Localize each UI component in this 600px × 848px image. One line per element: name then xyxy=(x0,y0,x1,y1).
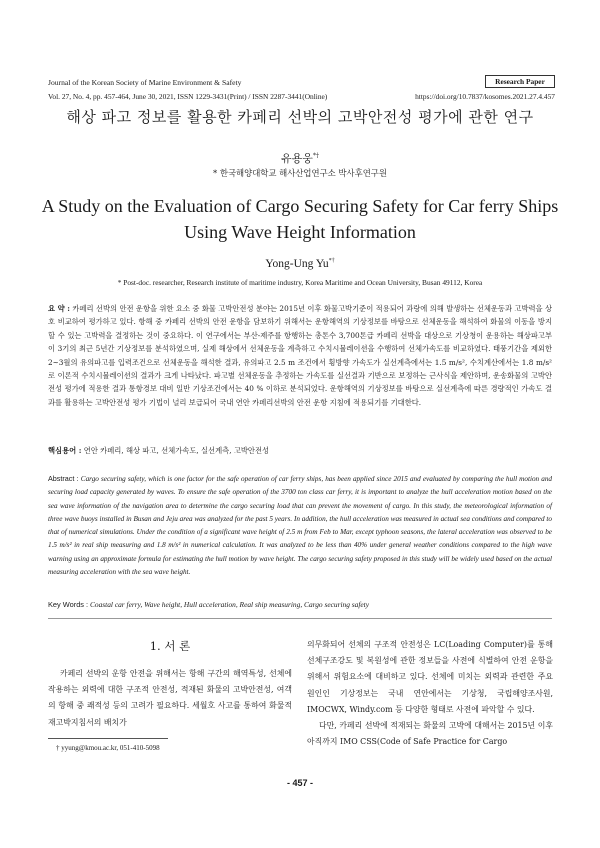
right-column xyxy=(307,637,553,750)
keywords-english-text: Coastal car ferry, Wave height, Hull acceleration, Real ship measuring, Cargo securing safety xyxy=(89,600,370,609)
author-english xyxy=(0,258,600,270)
keywords-korean-label: 핵심용어 : xyxy=(48,446,82,455)
section-divider xyxy=(48,618,552,619)
abstract-english-label: Abstract : xyxy=(48,474,79,483)
doi-link[interactable]: https://doi.org/10.7837/kosomes.2021.27.4.457 xyxy=(415,92,555,101)
author-english-mark: *† xyxy=(328,258,335,265)
affiliation-korean: * 한국해양대학교 해사산업연구소 박사후연구원 xyxy=(213,168,387,178)
keywords-korean-text: 연안 카페리, 해상 파고, 선체가속도, 실선계측, 고박안전성 xyxy=(83,446,270,455)
author-korean xyxy=(0,150,600,166)
research-paper-badge: Research Paper xyxy=(485,75,555,88)
title-korean: 해상 파고 정보를 활용한 카페리 선박의 고박안전성 평가에 관한 연구 xyxy=(66,108,534,126)
abstract-korean-label: 요 약 : xyxy=(48,304,70,313)
left-column xyxy=(48,638,292,731)
title-english: A Study on the Evaluation of Cargo Securing Safety for Car ferry Ships Using Wave Height Information xyxy=(41,196,559,242)
intro-paragraph-1: 카페리 선박의 운항 안전을 위해서는 항해 구간의 해역특성, 선체에 작용하는 외력에 대한 구조적 안전성, 적재된 화물의 고박안전성, 여객의 항해 중 쾌적성 등의 고려가 필요하다. 세월호 사고를 통하여 화물적재고박지침서의 배치가 xyxy=(48,669,292,727)
abstract-english-text: Cargo securing safety, which is one factor for the safe operation of car ferry ships, has been applied since 2015 and evaluated by comparing the hull motion and securing load capacity generated by waves. To ensure the safe operation of the 3700 ton class car ferry, it is important to analyze the hull acceleration motion based on the sea wave information of the navigation area to determine the cargo securing load that can prevent the movement of cargo. In this study, the meteorological information of three wave buoys installed in Busan and Jeju area was analyzed for the past 5 years. In addition, the hull acceleration was measured in actual sea conditions and compared to that of numerical simulations. Under the condition of a significant wave height of 2.5 m from Feb to Mar, except typhoon seasons, the lateral acceleration was observed to be 1.5 m/s² in real ship measuring and 1.8 m/s² in numerical calculation. It was analyzed to be less than 40% under general weather conditions compared to the high wave warning using an approximate formula for estimating the hull motion by wave height. The cargo securing safety proposed in this study will be widely used based on the actual measuring acceleration with the sea wave height. xyxy=(48,475,553,577)
abstract-korean-text: 카페리 선박의 안전 운항을 위한 요소 중 화물 고박안전성 분야는 2015년 이후 화물고박기준이 적용되어 과랑에 의해 발생하는 선체운동과 고박력을 상호 비교하여 평가하고 있다. 항해 중 카페리 선박의 안전 운항을 담보하기 위해서는 운항해역의 기상정보를 바탕으로 선체운동을 해석하여 화물의 이동을 방지할 수 있는 고박력을 결정하는 것이 중요하다. 이 연구에서는 부산-제주를 항행하는 총톤수 3,700톤급 카페리 선박을 대상으로 기상청이 운용하는 해상파고부이 3기의 최근 5년간 기상정보를 분석하였으며, 실제 해상에서 선체운동을 계측하고 수치시뮬레이션을 수행하여 선체가속도를 비교하였다. 태풍기간을 제외한 2~3월의 유의파고를 입력조건으로 선체운동을 해석한 결과, 유의파고 2.5 m 조건에서 횡방향 가속도가 실선계측에서는 1.5 m/s², 수치계산에서는 1.8 m/s²로 이론적 수치시뮬레이션의 결과가 크게 나타났다. 파고별 선체운동을 추정하는 가속도를 실선결과 기반으로 보정하는 근사식을 제안하며, 운송화물의 고박안전성 평가에 적용한 결과 통항경보 대비 일반 기상조건에서는 40 % 이하로 분석되었다. 운항해역의 기상정보를 바탕으로 실선계측에 따른 경량적인 가속도 결과를 활용하는 고박안전성 평가 기법이 널리 보급되어 국내 연안 카페리선박의 안전 운항 지침에 적용되기를 기대한다. xyxy=(48,304,553,407)
journal-name: Journal of the Korean Society of Marine Environment & Safety xyxy=(48,78,242,87)
keywords-korean xyxy=(48,446,269,456)
abstract-english xyxy=(48,472,552,579)
section-title-introduction: 1. 서 론 xyxy=(149,639,191,653)
footnote-divider xyxy=(48,738,168,739)
intro-paragraph-2: 의무화되어 선체의 구조적 안전성은 LC(Loading Computer)를 통해 선체구조강도 및 복원성에 관한 정보들을 사전에 식별하여 안전 운항을 위해서 위험요소에 대비하고 있다. 선체에 미치는 외력과 관련한 주요 원인인 기상정보는 국내 연안에서는 기상청, 국립해양조사원, IMOCWX, Windy.com 등 다양한 형태로 사전에 파악할 수 있다. xyxy=(307,640,553,714)
author-english-name: Yong-Ung Yu xyxy=(265,258,329,270)
keywords-english-label: Key Words : xyxy=(48,600,89,609)
volume-info: Vol. 27, No. 4, pp. 457-464, June 30, 2021, ISSN 1229-3431(Print) / ISSN 2287-3441(Online) xyxy=(48,92,328,101)
affiliation-english: * Post-doc. researcher, Research institute of maritime industry, Korea Maritime and Ocean University, Busan 49112, Korea xyxy=(117,278,483,287)
intro-paragraph-3: 다만, 카페리 선박에 적재되는 화물의 고박에 대해서는 2015년 이후 아직까지 IMO CSS(Code of Safe Practice for Cargo xyxy=(307,721,553,747)
page-number: - 457 - xyxy=(286,778,313,788)
abstract-korean xyxy=(48,302,552,409)
author-korean-mark: *† xyxy=(312,152,319,160)
corresponding-author-footnote: † yyung@kmou.ac.kr, 051-410-5098 xyxy=(56,744,160,752)
keywords-english xyxy=(48,600,369,609)
author-korean-name: 유용웅 xyxy=(281,152,313,165)
